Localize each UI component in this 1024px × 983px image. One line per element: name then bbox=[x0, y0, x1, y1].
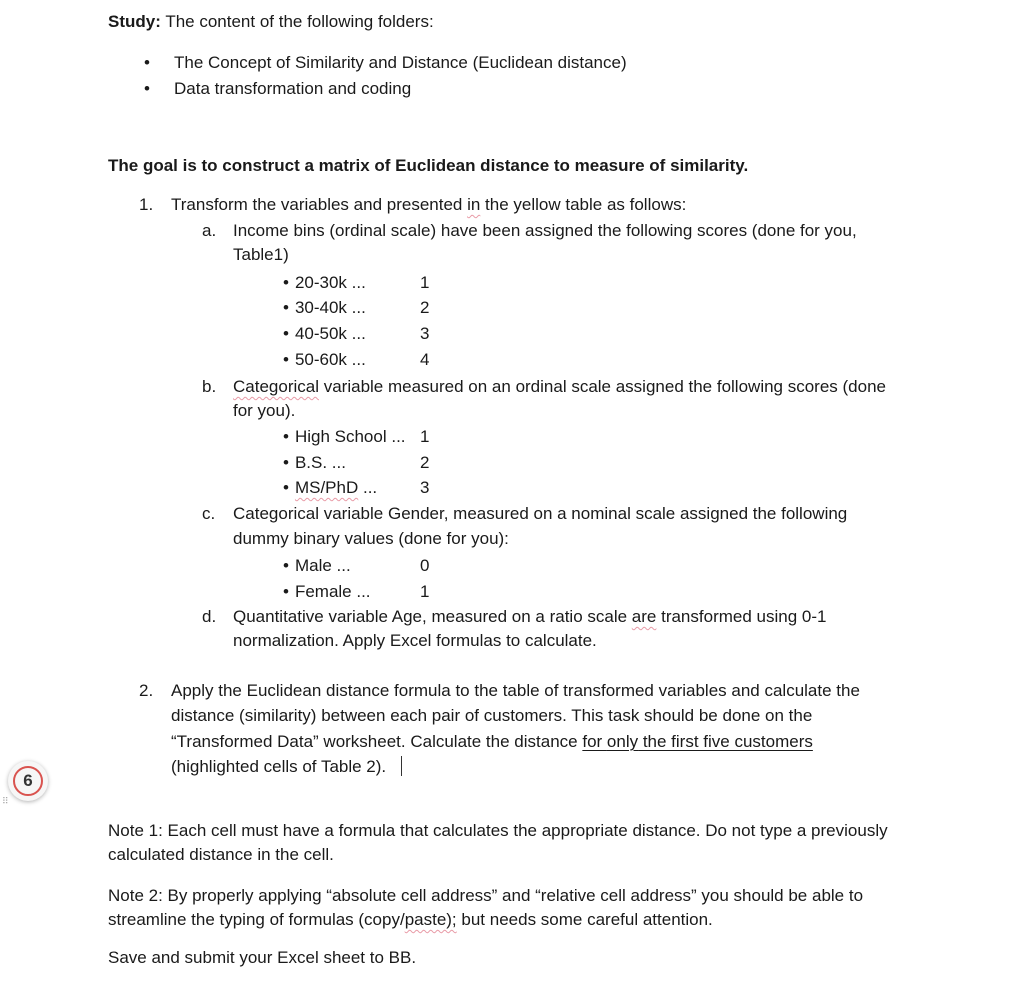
save-instruction: Save and submit your Excel sheet to BB. bbox=[108, 948, 417, 967]
step1c-line2: dummy binary values (done for you): bbox=[233, 529, 509, 548]
step1c-letter: c. bbox=[202, 504, 216, 523]
step2-line3: “Transformed Data” worksheet. Calculate the distance for only the first five customers bbox=[171, 732, 813, 751]
education-score: 2 bbox=[420, 453, 430, 472]
education-score: 3 bbox=[420, 478, 430, 497]
step2-number: 2. bbox=[139, 681, 154, 700]
education-level: • B.S. ... bbox=[283, 450, 346, 475]
step1b-line1: Categorical variable measured on an ordinal scale assigned the following scores (done bbox=[233, 377, 887, 396]
folder-item-2: • Data transformation and coding bbox=[174, 76, 411, 101]
step1b-line2: for you). bbox=[233, 401, 296, 420]
step1a-line1: Income bins (ordinal scale) have been assigned the following scores (done for you, bbox=[233, 221, 857, 240]
step1b-letter: b. bbox=[202, 377, 217, 396]
note1-line1: Note 1: Each cell must have a formula that calculates the appropriate distance. Do not type a previously bbox=[108, 821, 888, 840]
income-score: 1 bbox=[420, 273, 430, 292]
step1c-line1: Categorical variable Gender, measured on a nominal scale assigned the following bbox=[233, 504, 848, 523]
gender-value: • Male ... bbox=[283, 553, 351, 578]
step1d-line2: normalization. Apply Excel formulas to calculate. bbox=[233, 631, 597, 650]
step1a-letter: a. bbox=[202, 221, 217, 240]
income-score: 3 bbox=[420, 324, 430, 343]
income-bin: • 50-60k ... bbox=[283, 347, 366, 372]
gender-code: 1 bbox=[420, 582, 430, 601]
study-line: Study: The content of the following folders: bbox=[108, 12, 434, 31]
step1d-line1: Quantitative variable Age, measured on a ratio scale are transformed using 0-1 bbox=[233, 607, 827, 626]
gender-code: 0 bbox=[420, 556, 430, 575]
step2-line1: Apply the Euclidean distance formula to the table of transformed variables and calculate the bbox=[171, 681, 860, 700]
education-level: • High School ... bbox=[283, 424, 406, 449]
folder-item-1: • The Concept of Similarity and Distance (Euclidean distance) bbox=[174, 50, 627, 75]
note2-line2: streamline the typing of formulas (copy/paste); but needs some careful attention. bbox=[108, 910, 713, 929]
step1-text: Transform the variables and presented in the yellow table as follows: bbox=[171, 195, 687, 214]
step1-number: 1. bbox=[139, 195, 154, 214]
income-bin: • 30-40k ... bbox=[283, 295, 366, 320]
income-bin: • 40-50k ... bbox=[283, 321, 366, 346]
drag-handle-icon[interactable]: ⠿ bbox=[2, 796, 9, 806]
education-level: • MS/PhD ... bbox=[283, 475, 377, 500]
income-bin: • 20-30k ... bbox=[283, 270, 366, 295]
income-score: 2 bbox=[420, 298, 430, 317]
page-number: 6 bbox=[13, 766, 43, 796]
step1d-letter: d. bbox=[202, 607, 217, 626]
note1-line2: calculated distance in the cell. bbox=[108, 845, 334, 864]
page-number-badge[interactable] bbox=[8, 761, 48, 801]
gender-value: • Female ... bbox=[283, 579, 371, 604]
step2-line4: (highlighted cells of Table 2). bbox=[171, 754, 402, 779]
text-caret bbox=[401, 756, 402, 776]
goal-heading: The goal is to construct a matrix of Euclidean distance to measure of similarity. bbox=[108, 156, 749, 175]
step1a-line2: Table1) bbox=[233, 245, 289, 264]
education-score: 1 bbox=[420, 427, 430, 446]
note2-line1: Note 2: By properly applying “absolute cell address” and “relative cell address” you should be able to bbox=[108, 886, 864, 905]
step2-line2: distance (similarity) between each pair of customers. This task should be done on the bbox=[171, 706, 813, 725]
income-score: 4 bbox=[420, 350, 430, 369]
